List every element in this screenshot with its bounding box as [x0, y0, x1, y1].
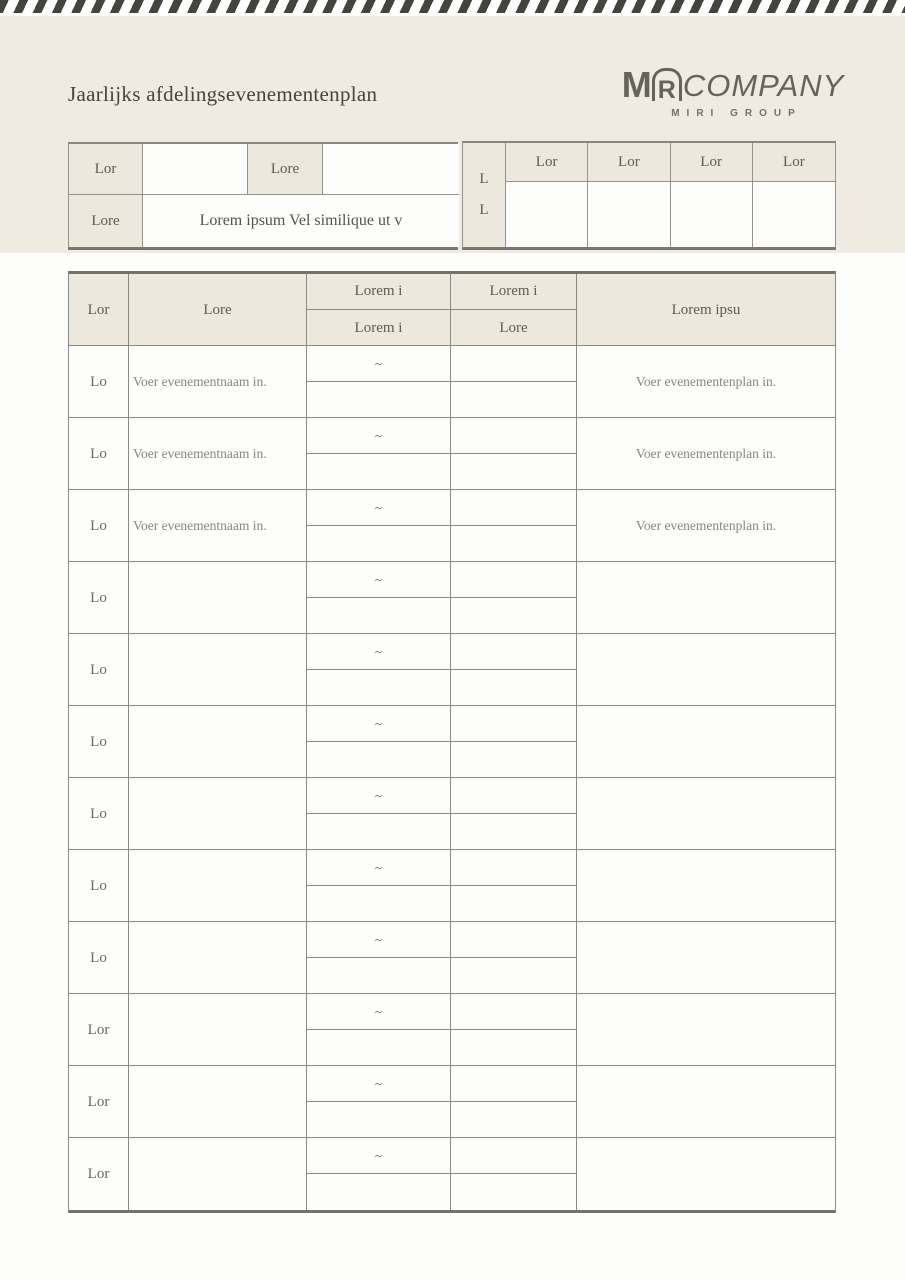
row-number-cell: Lo — [69, 778, 129, 850]
date-start-field[interactable]: ~ — [307, 778, 451, 814]
time-end-field[interactable] — [451, 598, 577, 634]
decorative-stripe-border — [0, 0, 905, 16]
date-start-field[interactable]: ~ — [307, 706, 451, 742]
row-number-cell: Lor — [69, 1066, 129, 1138]
logo-arch-icon — [652, 68, 682, 104]
time-end-field[interactable] — [451, 526, 577, 562]
date-time-group — [307, 346, 577, 418]
date-time-group — [307, 778, 577, 850]
event-table-row — [69, 490, 835, 562]
date-time-group — [307, 922, 577, 994]
info-table — [68, 142, 458, 250]
event-plan-field[interactable] — [577, 562, 835, 634]
time-start-field[interactable] — [451, 346, 577, 382]
row-number-cell: Lo — [69, 850, 129, 922]
time-start-field[interactable] — [451, 1066, 577, 1102]
date-time-group — [307, 706, 577, 778]
time-start-field[interactable] — [451, 778, 577, 814]
event-name-field[interactable] — [129, 850, 307, 922]
date-end-field[interactable] — [307, 454, 451, 490]
period-table — [462, 141, 836, 250]
event-name-field[interactable] — [129, 706, 307, 778]
row-number-cell: Lor — [69, 1138, 129, 1210]
time-end-field[interactable] — [451, 958, 577, 994]
time-end-field[interactable] — [451, 1174, 577, 1210]
event-table-row — [69, 1138, 835, 1210]
event-name-field[interactable] — [129, 778, 307, 850]
date-time-group — [307, 418, 577, 490]
time-end-field[interactable] — [451, 814, 577, 850]
info-label-1: Lor — [69, 144, 143, 195]
time-start-field[interactable] — [451, 850, 577, 886]
event-name-field[interactable] — [129, 1066, 307, 1138]
date-start-field[interactable]: ~ — [307, 418, 451, 454]
date-end-field[interactable] — [307, 1174, 451, 1210]
period-value-field-2[interactable] — [588, 182, 670, 247]
date-time-group — [307, 634, 577, 706]
time-end-field[interactable] — [451, 742, 577, 778]
period-value-field-4[interactable] — [753, 182, 835, 247]
time-end-field[interactable] — [451, 1102, 577, 1138]
date-start-field[interactable]: ~ — [307, 346, 451, 382]
time-end-field[interactable] — [451, 382, 577, 418]
row-number-cell: Lo — [69, 634, 129, 706]
time-start-field[interactable] — [451, 1138, 577, 1174]
event-plan-field[interactable] — [577, 634, 835, 706]
time-start-field[interactable] — [451, 634, 577, 670]
row-number-cell: Lo — [69, 490, 129, 562]
info-value-field-1[interactable] — [143, 144, 248, 195]
info-value-field-2[interactable] — [323, 144, 459, 195]
time-start-field[interactable] — [451, 490, 577, 526]
event-table-row — [69, 922, 835, 994]
date-start-field[interactable]: ~ — [307, 490, 451, 526]
event-plan-field[interactable] — [577, 1066, 835, 1138]
event-plan-table — [68, 271, 836, 1213]
event-plan-field[interactable] — [577, 706, 835, 778]
event-plan-field[interactable] — [577, 994, 835, 1066]
event-plan-field[interactable]: Voer evenementenplan in. — [635, 446, 777, 461]
event-table-row — [69, 778, 835, 850]
event-name-field[interactable]: Voer evenementnaam in. — [129, 346, 307, 418]
header-col-plan: Lorem ipsu — [671, 301, 741, 318]
event-plan-field[interactable]: Voer evenementenplan in. — [635, 518, 777, 533]
date-time-group — [307, 850, 577, 922]
event-name-field[interactable]: Voer evenementnaam in. — [129, 490, 307, 562]
row-number-cell: Lo — [69, 562, 129, 634]
event-table-row — [69, 418, 835, 490]
event-table-row — [69, 562, 835, 634]
time-end-field[interactable] — [451, 886, 577, 922]
date-start-field[interactable]: ~ — [307, 562, 451, 598]
event-table-row — [69, 634, 835, 706]
event-plan-field[interactable]: Voer evenementenplan in. — [635, 374, 777, 389]
header-col-date-bottom: Lorem i — [307, 310, 451, 346]
period-side-label — [463, 143, 506, 247]
date-start-field[interactable]: ~ — [307, 850, 451, 886]
date-end-field[interactable] — [307, 886, 451, 922]
header-col-time-group — [451, 274, 577, 346]
period-value-field-3[interactable] — [671, 182, 753, 247]
logo-letter-m: M — [621, 64, 650, 105]
date-time-group — [307, 562, 577, 634]
period-column-header-4: Lor — [753, 143, 835, 182]
period-column-header-2: Lor — [588, 143, 670, 182]
header-col-no: Lor — [69, 274, 129, 346]
date-end-field[interactable] — [307, 1030, 451, 1066]
header-col-time-top: Lorem i — [451, 274, 577, 310]
info-value-field-3[interactable]: Lorem ipsum Vel similique ut v — [143, 195, 459, 247]
time-start-field[interactable] — [451, 562, 577, 598]
event-name-field[interactable] — [129, 562, 307, 634]
time-start-field[interactable] — [451, 994, 577, 1030]
time-end-field[interactable] — [451, 454, 577, 490]
event-table-row — [69, 850, 835, 922]
event-name-field[interactable] — [129, 1138, 307, 1210]
event-table-row — [69, 346, 835, 418]
page-title: Jaarlijks afdelingsevenementenplan — [68, 82, 378, 106]
event-name-field[interactable]: Voer evenementnaam in. — [129, 418, 307, 490]
date-time-group — [307, 994, 577, 1066]
date-start-field[interactable]: ~ — [307, 1138, 451, 1174]
info-label-2: Lore — [248, 144, 323, 195]
header-col-name: Lore — [129, 274, 307, 346]
event-table-header — [69, 274, 835, 346]
event-table-row — [69, 994, 835, 1066]
time-start-field[interactable] — [451, 418, 577, 454]
date-time-group — [307, 490, 577, 562]
date-end-field[interactable] — [307, 598, 451, 634]
event-name-field[interactable] — [129, 922, 307, 994]
info-label-3: Lore — [69, 195, 143, 247]
event-plan-field[interactable] — [577, 850, 835, 922]
company-logo — [621, 64, 845, 119]
row-number-cell: Lor — [69, 994, 129, 1066]
event-name-field[interactable] — [129, 994, 307, 1066]
date-end-field[interactable] — [307, 382, 451, 418]
event-table-body — [69, 346, 835, 1210]
time-start-field[interactable] — [451, 706, 577, 742]
header-col-date-top: Lorem i — [307, 274, 451, 310]
date-start-field[interactable]: ~ — [307, 1066, 451, 1102]
time-start-field[interactable] — [451, 922, 577, 958]
event-plan-field[interactable] — [577, 922, 835, 994]
date-start-field[interactable]: ~ — [307, 922, 451, 958]
time-end-field[interactable] — [451, 1030, 577, 1066]
logo-wordmark — [621, 64, 845, 105]
logo-company-text: COMPANY — [682, 68, 845, 103]
event-table-row — [69, 706, 835, 778]
event-plan-field[interactable] — [577, 1138, 835, 1210]
header-col-date-group — [307, 274, 451, 346]
date-time-group — [307, 1138, 577, 1210]
period-column-header-3: Lor — [671, 143, 753, 182]
period-side-line1: L — [479, 171, 489, 187]
date-end-field[interactable] — [307, 1102, 451, 1138]
date-start-field[interactable]: ~ — [307, 634, 451, 670]
event-plan-field[interactable] — [577, 778, 835, 850]
period-column-header-1: Lor — [506, 143, 588, 182]
time-end-field[interactable] — [451, 670, 577, 706]
row-number-cell: Lo — [69, 346, 129, 418]
row-number-cell: Lo — [69, 418, 129, 490]
date-end-field[interactable] — [307, 526, 451, 562]
date-time-group — [307, 1066, 577, 1138]
date-start-field[interactable]: ~ — [307, 994, 451, 1030]
event-table-row — [69, 1066, 835, 1138]
date-end-field[interactable] — [307, 958, 451, 994]
event-name-field[interactable] — [129, 634, 307, 706]
logo-letter-r: R — [657, 76, 676, 104]
date-end-field[interactable] — [307, 742, 451, 778]
period-side-line2: L — [479, 202, 489, 218]
period-value-field-1[interactable] — [506, 182, 588, 247]
logo-subtitle: MIRI GROUP — [671, 108, 802, 119]
row-number-cell: Lo — [69, 706, 129, 778]
row-number-cell: Lo — [69, 922, 129, 994]
header-col-time-bottom: Lore — [451, 310, 577, 346]
date-end-field[interactable] — [307, 670, 451, 706]
date-end-field[interactable] — [307, 814, 451, 850]
